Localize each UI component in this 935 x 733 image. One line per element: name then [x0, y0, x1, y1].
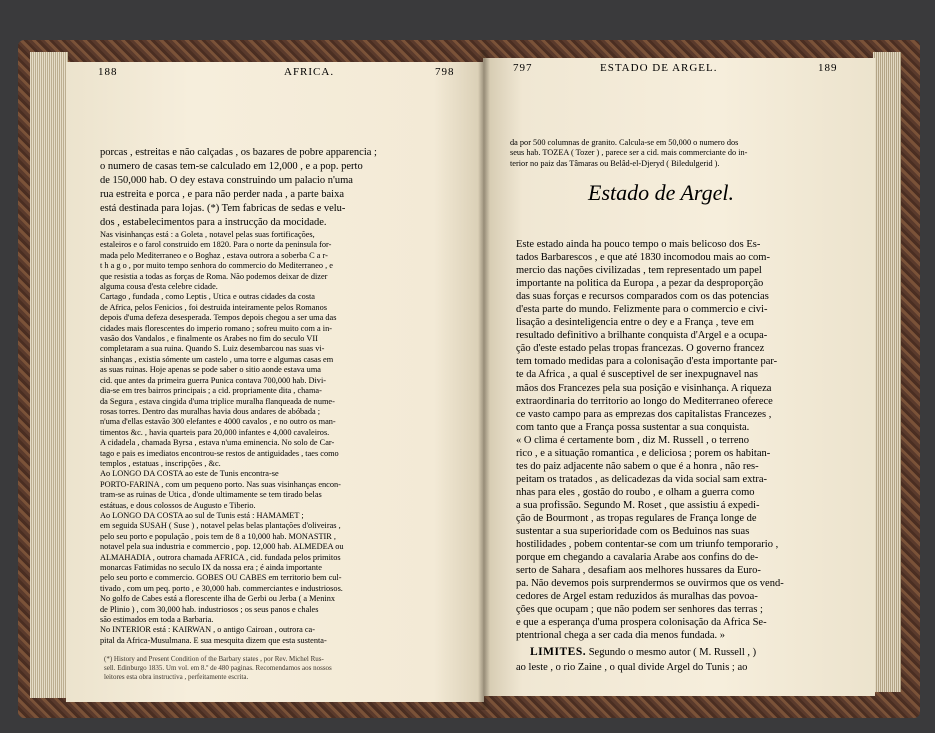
text-line: lisação a desinteligencia entre o dey e a França , teve em: [516, 317, 754, 329]
text-line: estátuas, e dous colossos de Augusto e Tiberio.: [100, 500, 256, 510]
text-line: alguma cousa d'esta celebre cidade.: [100, 282, 218, 292]
text-line: mercio das nações civilizadas , tem representado um papel: [516, 265, 762, 277]
footnote-line: sell. Edinburgo 1835. Um vol. em 8.º de 480 paginas. Recomendamos aos nossos: [104, 664, 332, 672]
text-line: tivado , com um peq. porto , e 30,000 hab. commerciantes e industriosos.: [100, 583, 343, 593]
text-line: ção de Bourmont , as tropas regulares de França longe de: [516, 512, 757, 524]
text-line: a sua profissão. Segundo M. Roset , que assistiu á expedi-: [516, 499, 760, 511]
text-line: sinhanças , existia sómente um castelo , uma torre e algumas casas em: [100, 354, 334, 364]
text-line: e que a esperança d'uma prospera colonisação da Africa Se-: [516, 617, 767, 629]
text-line: de 150,000 hab. O dey estava construindo um palacio n'uma: [100, 175, 353, 186]
text-line: PORTO-FARINA , com um pequeno porto. Nas suas visinhanças encon-: [100, 479, 341, 489]
text-line: mãos dos Francezes pela sua posição e visinhança. A riqueza: [516, 382, 772, 394]
text-line: com tanto que a França possa sustentar a sua conquista.: [516, 421, 750, 433]
text-line: ALMAHADIA , outrora chamada AFRICA , cid. fundada pelos primitos: [100, 552, 341, 562]
right-section-mark: 797: [513, 62, 533, 74]
text-line: cid. que antes da primeira guerra Punica contava 700,000 hab. Divi-: [100, 375, 327, 385]
text-line: rua estreita e porca , e para não perder nada , a parte baixa: [100, 189, 344, 200]
text-line: cedores de Argel estam reduzidos ás muralhas das povoa-: [516, 591, 758, 603]
text-line: ce vasto campo para as emprezas dos capitalistas Francezes ,: [516, 408, 772, 420]
text-line: porque em chegando a cavalaria Arabe aos confins do de-: [516, 552, 759, 564]
book-gutter: [478, 50, 490, 710]
text-line: o numero de casas tem-se calculado em 12,000 , e a pop. perto: [100, 161, 363, 172]
text-line: « O clima é certamente bom , diz M. Russell , o terreno: [516, 434, 749, 446]
text-line: serto de Sahara , desafiam aos melhores hussares da Euro-: [516, 565, 761, 577]
text-line: Cartago , fundada , como Leptis , Utica e outras cidades da costa: [100, 292, 315, 302]
text-line: vasão dos Vandalos , e finalmente os Arabes no fim do seculo VII: [100, 334, 318, 344]
text-line: as suas ruinas. Hoje apenas se pode saber o sitio aonde estava uma: [100, 365, 321, 375]
text-line: tados Barbarescos , e que até 1830 incomodou mais ao com-: [516, 252, 770, 264]
text-line: Nas visinhanças está : a Goleta , notavel pelas suas fortificações,: [100, 230, 315, 239]
text-line: cidades mais florescentes do imperio romano ; sofreu muito com a in-: [100, 323, 333, 333]
footnote-rule: [140, 649, 290, 650]
left-section-mark: 798: [435, 66, 455, 78]
text-line: tes do paiz adjacente não sabem o que é a honra , não res-: [516, 460, 759, 472]
text-line: ptentrional chega a ser cada dia menos fundada. »: [516, 630, 726, 642]
text-line: depois d'uma defeza desesperada. Tempos depois chegou a ser uma das: [100, 313, 337, 323]
text-line: da por 500 columnas de granito. Calcula-se em 50,000 o numero dos: [510, 138, 739, 147]
text-line: No golfo de Cabes está a florescente ilha de Gerbi ou Jerba ( a Meninx: [100, 594, 335, 604]
text-line: t h a g o , por muito tempo senhora do commercio do Mediterraneo , e: [100, 261, 333, 271]
footnote-line: leitores esta obra instructiva , perfeitamente escrita.: [104, 673, 249, 681]
text-line: estaleiros e o farol construido em 1820. Para o norte da peninsula for-: [100, 240, 332, 250]
limites-text: Segundo o mesmo autor ( M. Russell , ): [588, 647, 757, 658]
text-line: extraordinaria do territorio ao longo do Mediterraneo oferece: [516, 395, 773, 407]
right-main-text: [516, 238, 784, 642]
text-line: nhas para eles , gostão do roubo , e olham a guerra como: [516, 486, 755, 498]
left-footnote: [104, 655, 332, 682]
footnote-line: (*) History and Present Condition of the Barbary states , por Rev. Michel Rus-: [104, 655, 324, 663]
text-line: dia-se em tres bairros principais ; a cid. propriamente dita , chama-: [100, 386, 322, 396]
text-line: pelo seu porto e commercio. GOBES OU CABES em territorio bem cul-: [100, 573, 342, 583]
text-line: que resistia a todas as forças de Roma. Não podemos deixar de dizer: [100, 271, 328, 281]
page-edges-right: [873, 52, 901, 692]
right-page-number: 189: [818, 62, 838, 74]
left-main-text: [100, 146, 377, 230]
text-line: monarcas Fatimidas no seculo IX da nossa era ; é ainda importante: [100, 563, 322, 572]
limites-line: [530, 645, 756, 660]
text-line: A cidadela , chamada Byrsa , estava n'uma eminencia. No solo de Car-: [100, 438, 335, 448]
text-line: templos , estatuas , inscripções , &c.: [100, 458, 221, 468]
left-running-head: AFRICA.: [284, 66, 335, 78]
text-line: mada pelo Mediterraneo e o Boghaz , estava outrora a soberba C a r-: [100, 250, 328, 260]
text-line: seus hab. TOZEA ( Tozer ) , parece ser a cid. mais commerciante do in-: [510, 148, 748, 158]
text-line: ções que ocupam ; que não podem ser senhores das terras ;: [516, 604, 763, 616]
text-line: Este estado ainda ha pouco tempo o mais belicoso dos Es-: [516, 239, 761, 250]
text-line: resultado definitivo a brilhante conquista d'Argel e a ocupa-: [516, 330, 768, 342]
text-line: n'uma d'ellas estavão 300 elefantes e 4000 cavalos , e no outro os man-: [100, 417, 336, 427]
text-line: pa. Não devemos pois surprendermos se ouvirmos que os vend-: [516, 578, 784, 590]
text-line: d'esta parte do mundo. Felizmente para o commercio e civi-: [516, 304, 768, 316]
text-line: de Africa, pelos Fenicios , foi destruida inteiramente pelos Romanos: [100, 302, 327, 312]
left-small-text: [100, 230, 344, 646]
text-line: pital da Africa-Musulmana. E sua mesquita dizem que esta sustenta-: [100, 635, 327, 645]
right-last-line: ao leste , o rio Zaine , o qual divide Argel do Tunis ; ao: [516, 662, 748, 673]
text-line: de Plinio ) , com 30,000 hab. industriosos ; os seus panos e chales: [100, 604, 319, 614]
text-line: hostilidades , pobem contentar-se com um triunfo temporario ,: [516, 539, 779, 551]
text-line: rosas torres. Dentro das muralhas havia dous andares de abóbada ;: [100, 406, 321, 416]
text-line: timentos &c. , havia quarteis para 20,000 infantes e 4,000 cavaleiros.: [100, 427, 330, 437]
text-line: são estimados em toda a Barbaria.: [100, 615, 214, 625]
text-line: importante na politica da Europa , a pezar da desproporção: [516, 278, 764, 290]
text-line: da Segura , estava cingida d'uma triplice muralha flanqueada de nume-: [100, 396, 335, 406]
text-line: sustentar a sua superioridade com os Beduinos nas suas: [516, 526, 750, 538]
right-top-text: [510, 138, 747, 169]
text-line: tago e pais es imediatos encontrou-se restos de antiguidades , taes como: [100, 448, 339, 458]
right-running-head: ESTADO DE ARGEL.: [600, 62, 718, 74]
text-line: rico , e a situação romantica , e deliciosa ; porem os habitan-: [516, 447, 771, 459]
text-line: ção d'este estado pelas tropas francezas. O governo francez: [516, 343, 765, 355]
text-line: porcas , estreitas e não calçadas , os bazares de pobre apparencia ;: [100, 147, 377, 158]
text-line: peitam os tratados , as delicadezas da vida social sam extra-: [516, 473, 768, 485]
text-line: das suas forças e recursos comparados com os das potencias: [516, 291, 769, 303]
text-line: completaram a sua ruina. Quando S. Luiz desembarcou nas suas vi-: [100, 344, 325, 354]
page-edges-left: [30, 52, 68, 698]
text-line: Ao LONGO DA COSTA ao sul de Tunis está : HAMAMET ;: [100, 510, 304, 520]
text-line: notavel pela sua industria e commercio , pop. 12,000 hab. ALMEDEA ou: [100, 542, 344, 552]
text-line: tram-se as ruinas de Utica , d'onde ultimamente se tem tirado belas: [100, 490, 322, 500]
text-line: em seguida SUSAH ( Suse ) , notavel pelas belas plantações d'oliveiras ,: [100, 521, 341, 531]
limites-heading: LIMITES.: [530, 646, 587, 658]
text-line: dos , estabelecimentos para a instrucção da mocidade.: [100, 217, 327, 228]
text-line: pelo seu porto e população , pois tem de 8 a 10,000 hab. MONASTIR ,: [100, 531, 336, 541]
text-line: Ao LONGO DA COSTA ao este de Tunis encontra-se: [100, 469, 279, 479]
text-line: te da Africa , a qual é susceptivel de ser inexpugnavel nas: [516, 369, 758, 381]
text-line: No INTERIOR está : KAIRWAN , o antigo Cairoan , outrora ca-: [100, 625, 315, 635]
section-title: Estado de Argel.: [588, 180, 735, 205]
left-page-number: 188: [98, 66, 118, 78]
text-line: tem tomado medidas para a colonisação d'esta importante par-: [516, 356, 778, 368]
text-line: terior no paiz das Tâmaras ou Belâd-el-Djeryd ( Biledulgerid ).: [510, 158, 720, 168]
text-line: está destinada para lojas. (*) Tem fabricas de sedas e velu-: [100, 203, 346, 214]
